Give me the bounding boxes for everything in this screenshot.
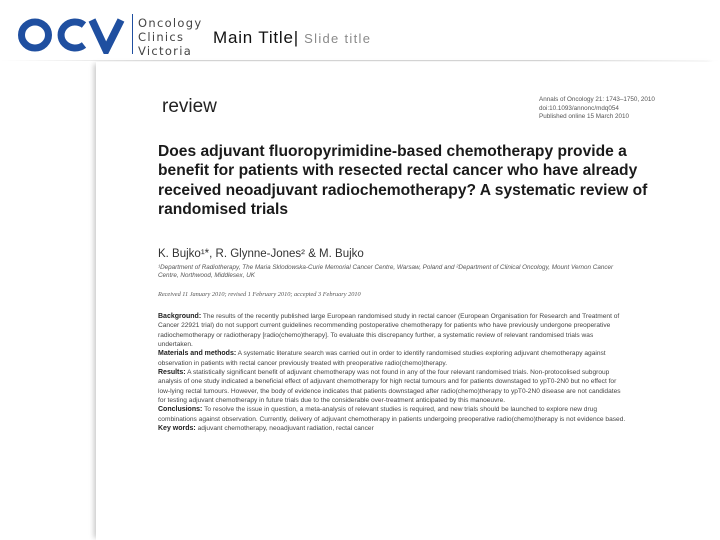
logo-divider [132, 14, 133, 54]
authors: K. Bujko¹*, R. Glynne-Jones² & M. Bujko [158, 248, 364, 260]
abstract-conclusions: To resolve the issue in question, a meta-analysis of relevant studies is required, and new trials should be launched to explore new drug combinations against observation. Currently, delivery of adjuvant chemotherapy in patients undergoing preoperative radio(chemo)therapy is not evidence based. [158, 406, 626, 423]
received-dates: Received 11 January 2010; revised 1 February 2010; accepted 3 February 2010 [158, 291, 361, 298]
slide-title-bar [213, 28, 371, 48]
logo-wordmark [138, 16, 202, 58]
abstract-methods: A systematic literature search was carried out in order to identify randomised studies exploring adjuvant chemotherapy against observation in patients with rectal cancer previously treated with preoperative radio(chemo)therapy. [158, 350, 606, 367]
abstract-keywords-label: Key words: [158, 425, 196, 433]
abstract-conclusions-label: Conclusions: [158, 406, 203, 414]
paper-page [96, 62, 716, 540]
abstract-background: The results of the recently published large European randomised study in rectal cancer (European Organisation for Research and Treatment of Cancer 22921 trial) do not support current guidelines recommending postoperative chemotherapy for patients who have previously undergone preoperative radiochemotherapy or radiotherapy [radio(chemo)therapy]. To evaluate this discrepancy further, a systematic review of relevant randomised trials was undertaken. [158, 313, 620, 349]
citation-published: Published online 15 March 2010 [539, 113, 629, 120]
title-separator: | [293, 28, 299, 47]
header-rule [0, 60, 720, 61]
logo-line-oncology: Oncology [138, 16, 203, 30]
affiliations: ¹Department of Radiotherapy, The Maria Sklodowska-Curie Memorial Cancer Centre, Warsaw, Poland and ²Department of Clinical Oncology, Mount Vernon Cancer Centre, Northwood, Middlesex, UK [158, 264, 614, 280]
slide-title: Slide title [304, 31, 372, 46]
abstract-results-label: Results: [158, 369, 186, 377]
ocv-logo [18, 14, 208, 58]
logo-line-victoria: Victoria [138, 44, 193, 58]
citation-doi: doi:10.1093/annonc/mdq054 [539, 104, 619, 112]
abstract-keywords: adjuvant chemotherapy, neoadjuvant radiation, rectal cancer [197, 425, 374, 433]
main-title: Main Title [213, 28, 294, 47]
slide-header [0, 0, 720, 60]
abstract-methods-label: Materials and methods: [158, 350, 237, 358]
paper-title: Does adjuvant fluoropyrimidine-based chemotherapy provide a benefit for patients with resected rectal cancer who have already received neoadjuvant radiochemotherapy? A systematic review of randomised trials [158, 143, 648, 218]
section-tag: review [162, 96, 217, 117]
citation-block [539, 96, 709, 122]
abstract-background-label: Background: [158, 313, 202, 320]
citation-journal: Annals of Oncology 21: 1743–1750, 2010 [539, 96, 655, 103]
abstract [158, 312, 628, 433]
abstract-results: A statistically significant benefit of adjuvant chemotherapy was not found in any of the four relevant randomised trials. Non-protocolised subgroup analysis of one study indicated a beneficial effect of adjuvant chemotherapy for high rectal tumours and for patients downstaged to ypT0-2N0 but no effect for low-lying rectal tumours. However, the body of evidence indicates that patients downstaged after radio(chemo)therapy to ypT0-2N0 disease are not candidates for testing adjuvant chemotherapy in future trials due to the considerable over-treatment anticipated by this manoeuvre. [158, 369, 621, 405]
ocv-logo-mark [18, 16, 128, 54]
logo-line-clinics: Clinics [138, 30, 185, 44]
